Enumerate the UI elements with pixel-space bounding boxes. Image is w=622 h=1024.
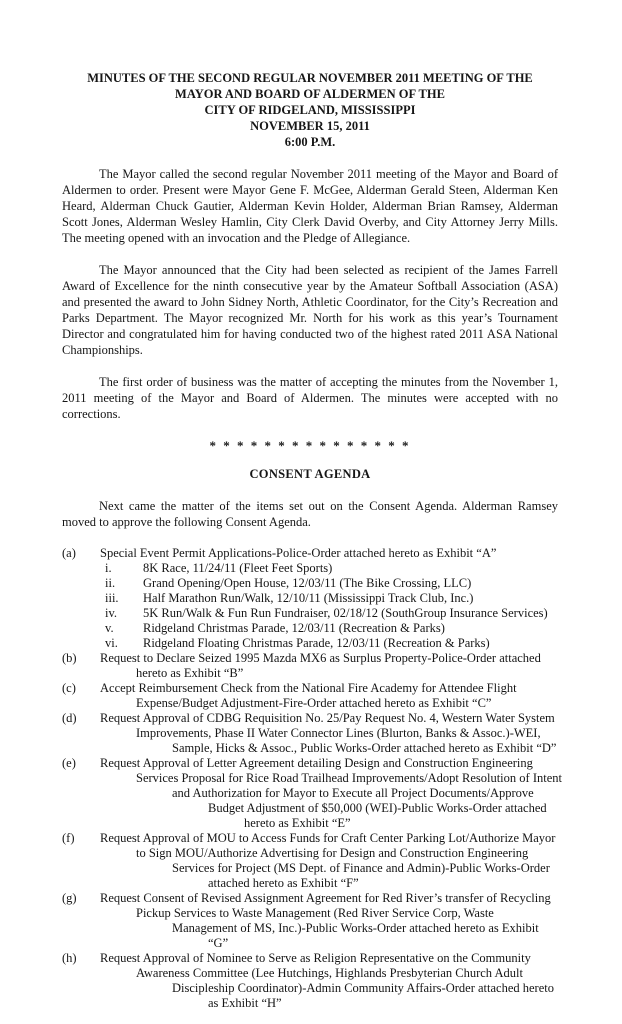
agenda-item-line: “G” [208,936,229,950]
agenda-item-line: Awareness Committee (Lee Hutchings, Highlands Presbyterian Church Adult [136,966,523,980]
agenda-item-line: as Exhibit “H” [208,996,282,1010]
agenda-item-line: Improvements, Phase II Water Connector Lines (Blurton, Banks & Assoc.)-WEI, [136,726,541,740]
paragraph: The first order of business was the matter of accepting the minutes from the November 1, 2011 meeting of the Mayor and Board of Aldermen. The minutes were accepted with no corrections. [62,375,558,421]
agenda-item [62,711,558,756]
agenda-subitem-label: v. [105,621,114,635]
section-heading-consent-agenda: CONSENT AGENDA [249,467,371,481]
agenda-subitem-label: iii. [105,591,119,605]
agenda-item-line: Accept Reimbursement Check from the National Fire Academy for Attendee Flight [100,681,517,695]
agenda-item-line: Management of MS, Inc.)-Public Works-Order attached hereto as Exhibit [172,921,539,935]
agenda-item-line: Request to Declare Seized 1995 Mazda MX6 as Surplus Property-Police-Order attached [100,651,541,665]
agenda-subitem [100,591,558,606]
agenda-item-line: Services for Project (MS Dept. of Finance and Admin)-Public Works-Order [172,861,550,875]
agenda-item-label: (a) [62,546,76,560]
title-line: CITY OF RIDGELAND, MISSISSIPPI [204,103,416,117]
agenda-item-line: hereto as Exhibit “B” [136,666,244,680]
agenda-item-line: Request Approval of Letter Agreement detailing Design and Construction Engineering [100,756,533,770]
agenda-item-line: attached hereto as Exhibit “F” [208,876,359,890]
consent-agenda-list [62,546,562,1011]
title-line: 6:00 P.M. [284,135,336,149]
agenda-item-label: (b) [62,651,77,665]
agenda-subitem-text: Grand Opening/Open House, 12/03/11 (The Bike Crossing, LLC) [143,576,472,590]
separator-asterisks: * * * * * * * * * * * * * * * [209,438,411,453]
agenda-item-line: Expense/Budget Adjustment-Fire-Order attached hereto as Exhibit “C” [136,696,492,710]
agenda-item [62,756,562,831]
agenda-item [62,951,558,1011]
agenda-item-line: Request Consent of Revised Assignment Agreement for Red River’s transfer of Recycling [100,891,551,905]
agenda-item-label: (h) [62,951,77,965]
agenda-item [62,651,558,681]
agenda-item-line: Discipleship Coordinator)-Admin Community Affairs-Order attached hereto [172,981,554,995]
agenda-item-line: and Authorization for Mayor to Execute all Project Documents/Approve [172,786,534,800]
document-title [62,70,558,150]
agenda-item [62,831,558,891]
agenda-item-label: (c) [62,681,76,695]
agenda-subitem-label: vi. [105,636,118,650]
agenda-item-label: (f) [62,831,75,845]
agenda-subitem-text: Ridgeland Christmas Parade, 12/03/11 (Recreation & Parks) [143,621,445,635]
opening-paragraphs [62,166,558,422]
agenda-item-line: Budget Adjustment of $50,000 (WEI)-Public Works-Order attached [208,801,547,815]
agenda-item-line: hereto as Exhibit “E” [244,816,351,830]
agenda-item-line: Request Approval of MOU to Access Funds for Craft Center Parking Lot/Authorize Mayor [100,831,556,845]
paragraph: The Mayor announced that the City had been selected as recipient of the James Farrell Award of Excellence for the ninth consecutive year by the Amateur Softball Association (ASA) and presented the award to John Sidney North, Athletic Coordinator, for the City’s Recreation and Parks Department. The Mayor recognized Mr. North for his work as this year’s Tournament Director and congratulated him for having conducted two of the highest rated 2011 ASA National Championships. [62,263,558,357]
agenda-item-line: to Sign MOU/Authorize Advertising for Design and Construction Engineering [136,846,529,860]
agenda-subitem [100,561,558,576]
title-line: NOVEMBER 15, 2011 [250,119,370,133]
paragraph: The Mayor called the second regular November 2011 meeting of the Mayor and Board of Aldermen to order. Present were Mayor Gene F. McGee, Alderman Gerald Steen, Alderman Ken Heard, Alderman Chuck Gautier, Alderman Kevin Holder, Alderman Brian Ramsey, Alderman Scott Jones, Alderman Wesley Hamlin, City Clerk David Overby, and City Attorney Jerry Mills. The meeting opened with an invocation and the Pledge of Allegiance. [62,167,558,245]
agenda-item [62,891,558,951]
agenda-subitem [100,621,558,636]
agenda-item-line: Services Proposal for Rice Road Trailhead Improvements/Adopt Resolution of Intent [136,771,562,785]
agenda-item-line: Request Approval of Nominee to Serve as Religion Representative on the Community [100,951,531,965]
agenda-subitem [100,636,558,651]
agenda-subitem-label: iv. [105,606,118,620]
agenda-item [62,681,558,711]
agenda-subitem-label: ii. [105,576,116,590]
agenda-subitem-text: Half Marathon Run/Walk, 12/10/11 (Mississippi Track Club, Inc.) [143,591,474,605]
agenda-item-label: (g) [62,891,77,905]
agenda-subitem [100,576,558,591]
agenda-item-label: (d) [62,711,77,725]
agenda-item [62,546,558,651]
agenda-item-label: (e) [62,756,76,770]
agenda-item-line: Pickup Services to Waste Management (Red River Service Corp, Waste [136,906,494,920]
agenda-subitem [100,606,558,621]
agenda-item-line: Special Event Permit Applications-Police-Order attached hereto as Exhibit “A” [100,546,497,560]
title-line: MINUTES OF THE SECOND REGULAR NOVEMBER 2011 MEETING OF THE [87,71,533,85]
agenda-subitem-text: Ridgeland Floating Christmas Parade, 12/03/11 (Recreation & Parks) [143,636,490,650]
consent-agenda-intro-paragraph: Next came the matter of the items set out on the Consent Agenda. Alderman Ramsey moved to approve the following Consent Agenda. [62,499,558,529]
agenda-subitem-label: i. [105,561,112,575]
agenda-subitem-text: 5K Run/Walk & Fun Run Fundraiser, 02/18/12 (SouthGroup Insurance Services) [143,606,548,620]
title-line: MAYOR AND BOARD OF ALDERMEN OF THE [175,87,445,101]
agenda-subitem-text: 8K Race, 11/24/11 (Fleet Feet Sports) [143,561,333,575]
agenda-item-line: Request Approval of CDBG Requisition No. 25/Pay Request No. 4, Western Water System [100,711,555,725]
agenda-item-line: Sample, Hicks & Assoc., Public Works-Order attached hereto as Exhibit “D” [172,741,557,755]
